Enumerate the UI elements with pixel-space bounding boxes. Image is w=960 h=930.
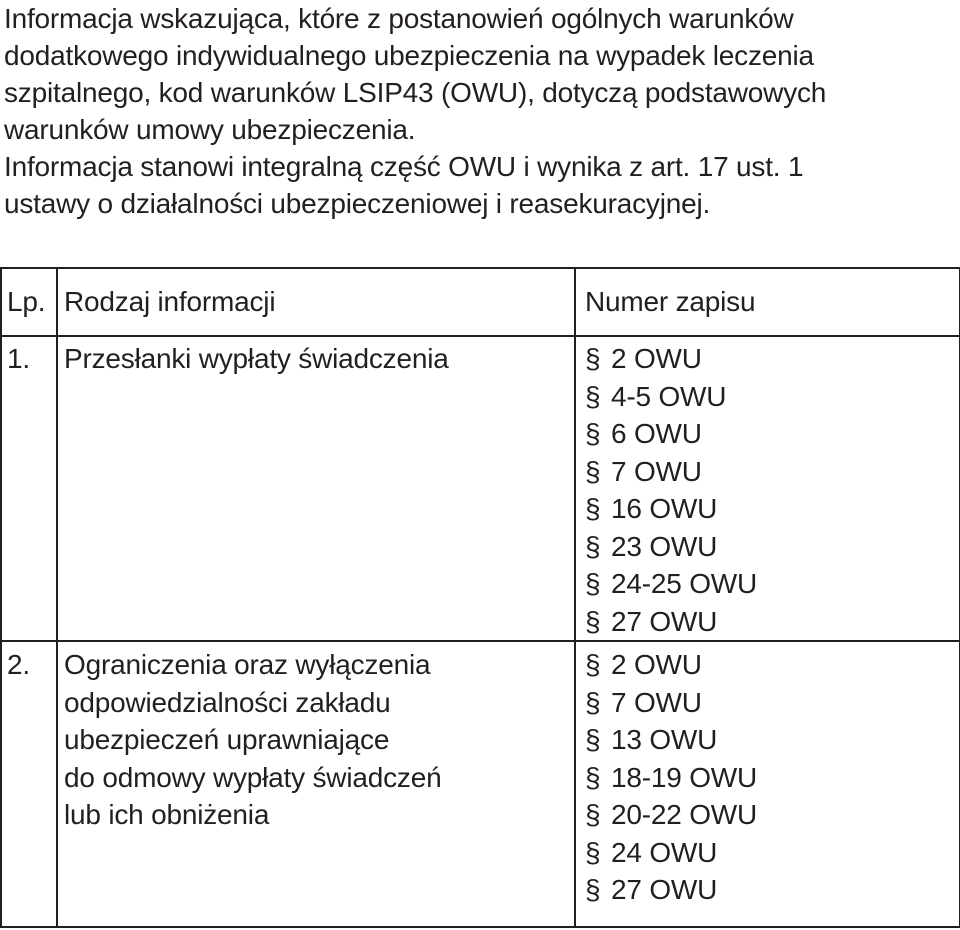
information-table [0,267,960,928]
intro-line: Informacja wskazująca, które z postanowień ogólnych warunków [4,3,794,34]
intro-line: Informacja stanowi integralną część OWU i wynika z art. 17 ust. 1 [4,151,804,182]
section-sign: § [585,605,601,637]
ref-item [585,340,959,378]
header-ref: Numer zapisu [575,268,960,336]
section-sign: § [585,761,601,793]
section-sign: § [585,724,601,755]
row-type [57,641,575,927]
ref-item [585,603,959,641]
header-lp: Lp. [1,268,57,336]
ref-item [585,453,959,491]
ref-value: 7 OWU [611,686,702,718]
ref-item [585,490,959,528]
ref-item [585,796,959,834]
ref-value: 24 OWU [611,836,718,868]
table-row [1,641,960,927]
ref-value: 20-22 OWU [611,799,758,830]
ref-value: 16 OWU [611,493,718,524]
ref-value: 7 OWU [611,455,702,487]
ref-value: 2 OWU [611,649,702,680]
section-sign: § [585,493,601,524]
row-type-line: Przesłanki wypłaty świadczenia [64,343,449,374]
ref-item [585,721,959,759]
section-sign: § [585,686,601,718]
ref-item [585,415,959,453]
intro-line: warunków umowy ubezpieczenia. [4,114,416,145]
ref-value: 27 OWU [611,605,718,637]
ref-value: 27 OWU [611,874,718,905]
ref-item [585,871,959,909]
intro-line: ustawy o działalności ubezpieczeniowej i reasekuracyjnej. [4,188,711,219]
ref-item [585,646,959,684]
intro-text [4,0,954,222]
ref-value: 6 OWU [611,418,702,449]
row-type [57,336,575,641]
section-sign: § [585,649,601,680]
ref-item [585,684,959,722]
row-lp: 2. [1,641,57,927]
ref-value: 23 OWU [611,530,718,562]
section-sign: § [585,455,601,487]
row-lp: 1. [1,336,57,641]
ref-value: 4-5 OWU [611,380,727,412]
ref-item [585,528,959,566]
intro-line: szpitalnego, kod warunków LSIP43 (OWU), dotyczą podstawowych [4,77,827,108]
row-type-line: Ograniczenia oraz wyłączenia [64,649,431,680]
row-type-line: odpowiedzialności zakładu [64,686,391,718]
section-sign: § [585,418,601,449]
section-sign: § [585,799,601,830]
ref-value: 24-25 OWU [611,568,758,599]
ref-item [585,565,959,603]
table-row [1,336,960,641]
ref-item [585,378,959,416]
row-type-line: ubezpieczeń uprawniające [64,724,390,755]
row-type-line: do odmowy wypłaty świadczeń [64,761,442,793]
row-type-line: lub ich obniżenia [64,799,270,830]
ref-value: 2 OWU [611,343,702,374]
section-sign: § [585,530,601,562]
section-sign: § [585,836,601,868]
ref-value: 18-19 OWU [611,761,758,793]
row-refs [575,336,960,641]
section-sign: § [585,343,601,374]
table-header-row [1,268,960,336]
section-sign: § [585,380,601,412]
ref-value: 13 OWU [611,724,718,755]
row-refs [575,641,960,927]
header-type: Rodzaj informacji [57,268,575,336]
section-sign: § [585,568,601,599]
section-sign: § [585,874,601,905]
intro-line: dodatkowego indywidualnego ubezpieczenia na wypadek leczenia [4,40,814,71]
ref-item [585,759,959,797]
ref-item [585,834,959,872]
